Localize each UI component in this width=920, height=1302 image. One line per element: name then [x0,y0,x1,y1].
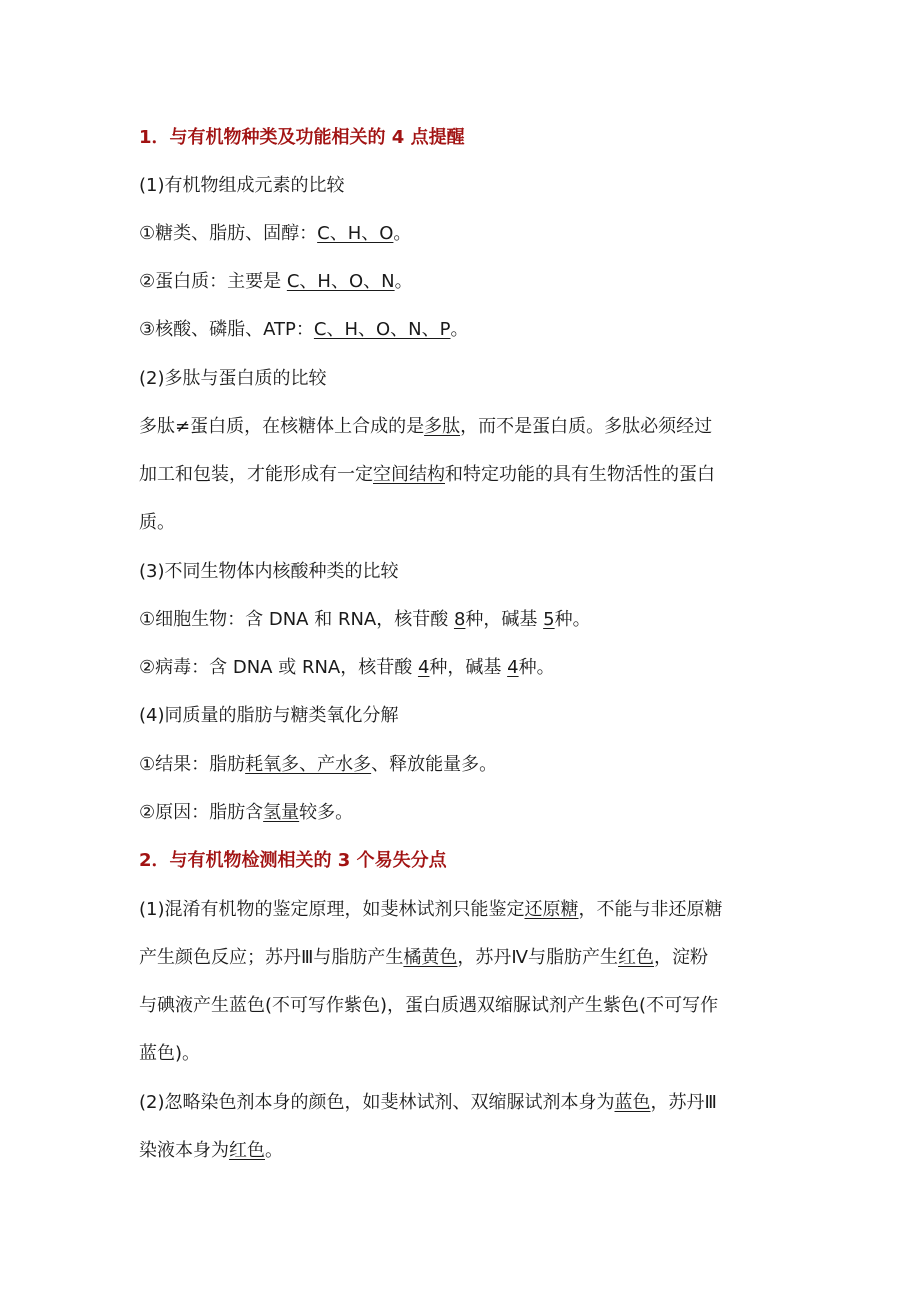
heading-1: 1．与有机物种类及功能相关的 4 点提醒 [139,127,465,148]
paragraph-1-line-3: 与碘液产生蓝色(不可写作紫色)，蛋白质遇双缩脲试剂产生紫色(不可写作 [139,995,719,1016]
paragraph-polypeptide-line-2: 加工和包装，才能形成有一定空间结构和特定功能的具有生物活性的蛋白 [139,464,715,485]
paragraph-2-line-1: (2)忽略染色剂本身的颜色，如斐林试剂、双缩脲试剂本身为蓝色，苏丹Ⅲ [139,1092,717,1113]
paragraph-1-line-2: 产生颜色反应；苏丹Ⅲ与脂肪产生橘黄色，苏丹Ⅳ与脂肪产生红色，淀粉 [139,947,709,968]
section-4-title: (4)同质量的脂肪与糖类氧化分解 [139,705,399,726]
section-2-title: (2)多肽与蛋白质的比较 [139,368,327,389]
paragraph-polypeptide-line-1: 多肽≠蛋白质，在核糖体上合成的是多肽，而不是蛋白质。多肽必须经过 [139,416,713,437]
paragraph-2-line-2: 染液本身为红色。 [139,1140,283,1161]
line-cellular-organisms: ①细胞生物：含 DNA 和 RNA，核苷酸 8种，碱基 5种。 [139,609,591,630]
heading-2: 2．与有机物检测相关的 3 个易失分点 [139,850,447,871]
paragraph-1-line-4: 蓝色)。 [139,1043,201,1064]
line-result: ①结果：脂肪耗氧多、产水多、释放能量多。 [139,754,498,775]
line-virus: ②病毒：含 DNA 或 RNA，核苷酸 4种，碱基 4种。 [139,657,555,678]
line-sugars: ①糖类、脂肪、固醇：C、H、O。 [139,223,412,244]
paragraph-1-line-1: (1)混淆有机物的鉴定原理，如斐林试剂只能鉴定还原糖，不能与非还原糖 [139,899,723,920]
section-3-title: (3)不同生物体内核酸种类的比较 [139,561,399,582]
paragraph-polypeptide-line-3: 质。 [139,512,175,533]
line-protein: ②蛋白质：主要是 C、H、O、N。 [139,271,413,292]
section-1-title: (1)有机物组成元素的比较 [139,175,345,196]
line-reason: ②原因：脂肪含氢量较多。 [139,802,354,823]
line-nucleic-acid: ③核酸、磷脂、ATP：C、H、O、N、P。 [139,319,469,340]
